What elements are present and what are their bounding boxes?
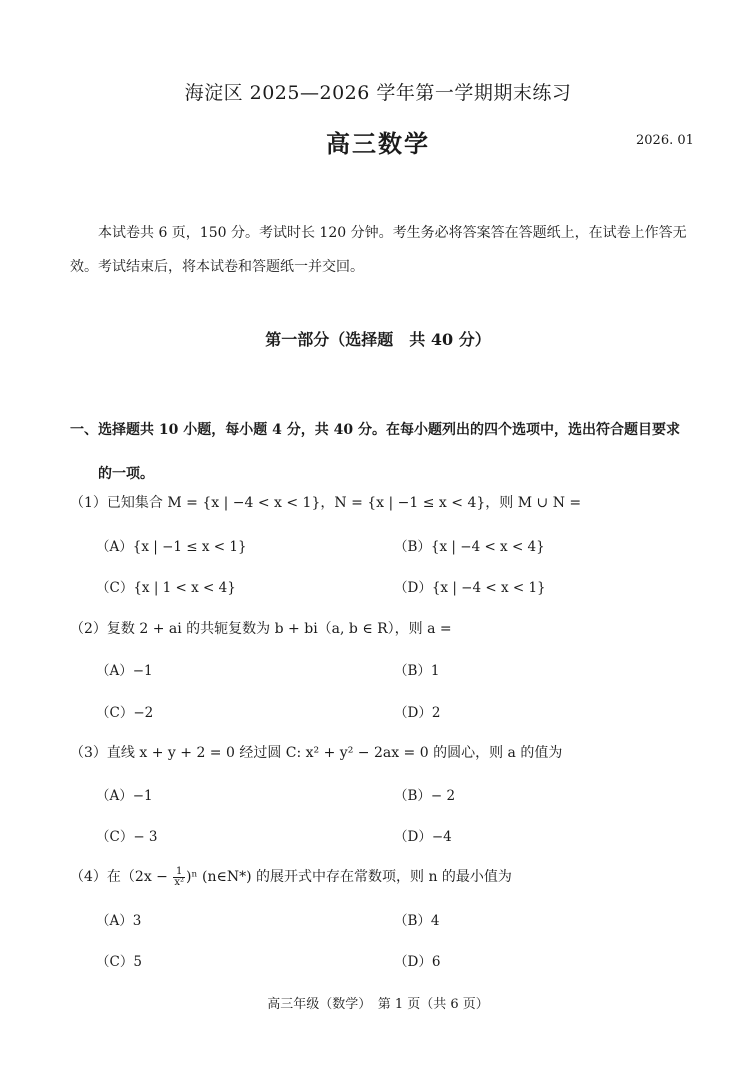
question-3-stem [70, 742, 562, 762]
question-2-option-d[interactable]: （D）2 [394, 705, 441, 721]
question-number: （3） [70, 745, 107, 761]
question-number: （2） [70, 621, 107, 637]
question-text: 直线 x + y + 2 = 0 经过圆 C: x² + y² − 2ax = 0 的圆心，则 a 的值为 [106, 745, 563, 761]
question-1-stem [70, 492, 581, 512]
exam-instructions: 本试卷共 6 页，150 分。考试时长 120 分钟。考生务必将答案答在答题纸上，在试卷上作答无效。考试结束后，将本试卷和答题纸一并交回。 [70, 225, 687, 275]
exam-date: 2026. 01 [636, 133, 694, 148]
question-1-option-c[interactable]: （C）{x | 1 < x < 4} [96, 580, 236, 596]
question-4-option-a[interactable]: （A）3 [96, 913, 142, 929]
question-4-stem [70, 866, 512, 888]
question-3-option-d[interactable]: （D）−4 [394, 829, 452, 845]
question-1-option-b[interactable]: （B）{x | −4 < x < 4} [394, 539, 545, 555]
section-one-line-2: 的一项。 [98, 466, 154, 482]
question-3-option-c[interactable]: （C）− 3 [96, 829, 158, 845]
page-footer: 高三年级（数学） 第 1 页（共 6 页） [267, 997, 489, 1012]
fraction [173, 867, 185, 888]
question-4-option-b[interactable]: （B）4 [394, 913, 440, 929]
question-3-option-a[interactable]: （A）−1 [96, 788, 153, 804]
exam-header-title: 海淀区 2025—2026 学年第一学期期末练习 [184, 82, 572, 104]
fraction-numerator: 1 [173, 867, 185, 878]
fraction-denominator: x² [174, 876, 185, 888]
question-text: 已知集合 M = {x | −4 < x < 1}，N = {x | −1 ≤ x < 4}，则 M ∪ N = [106, 495, 582, 511]
question-4-option-c[interactable]: （C）5 [96, 954, 142, 970]
part-one-heading: 第一部分（选择题 共 40 分） [265, 330, 491, 349]
question-3-option-b[interactable]: （B）− 2 [394, 788, 456, 804]
subject-title: 高三数学 [326, 129, 430, 158]
question-number: （1） [70, 495, 107, 511]
question-2-option-b[interactable]: （B）1 [394, 663, 440, 679]
question-2-option-c[interactable]: （C）−2 [96, 705, 154, 721]
section-one-line-1: 一、选择题共 10 小题，每小题 4 分，共 40 分。在每小题列出的四个选项中，选出符合题目要求 [70, 422, 680, 438]
question-2-option-a[interactable]: （A）−1 [96, 663, 153, 679]
question-1-option-d[interactable]: （D）{x | −4 < x < 1} [394, 580, 546, 596]
question-4-option-d[interactable]: （D）6 [394, 954, 441, 970]
question-1-option-a[interactable]: （A）{x | −1 ≤ x < 1} [96, 539, 247, 555]
section-one-heading [70, 408, 690, 496]
question-text-suffix: )ⁿ (n∈N*) 的展开式中存在常数项，则 n 的最小值为 [186, 869, 512, 885]
question-text-prefix: 在（2x − [106, 869, 168, 885]
question-number: （4） [70, 869, 107, 885]
question-text: 复数 2 + ai 的共轭复数为 b + bi（a, b ∈ R），则 a = [106, 621, 452, 637]
question-2-stem [70, 618, 452, 638]
